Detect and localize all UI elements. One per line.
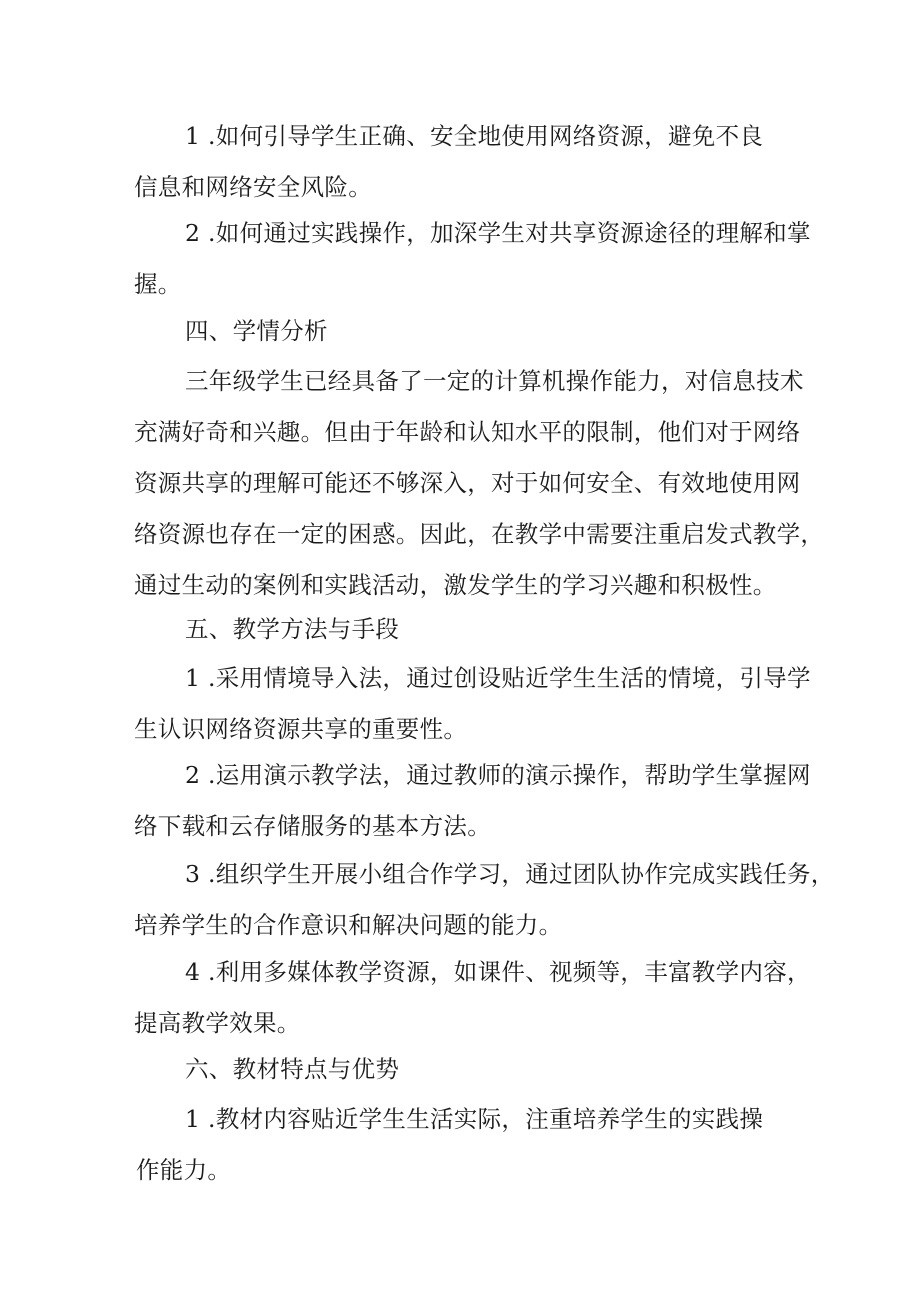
paragraph-method-1 [134,653,811,755]
text-line: 五、教学方法与手段 [185,615,400,643]
text-line: 2 .如何通过实践操作，加深学生对共享资源途径的理解和掌 [185,219,811,247]
text-line: 提高教学效果。 [134,1009,301,1037]
section-heading-learner-analysis [134,306,804,357]
text-line: 四、学情分析 [185,317,328,345]
paragraph-challenge-2 [134,208,811,310]
paragraph-method-3 [134,849,835,951]
text-line: 1 .如何引导学生正确、安全地使用网络资源，避免不良 [185,122,764,150]
text-line: 六、教材特点与优势 [185,1055,400,1083]
text-line: 2 .运用演示教学法，通过教师的演示操作，帮助学生掌握网 [185,761,811,789]
paragraph-challenge-1 [134,111,804,213]
text-line: 作能力。 [136,1156,232,1184]
paragraph-feature-1 [134,1094,804,1196]
text-line: 通过生动的案例和实践活动，激发学生的学习兴趣和积极性。 [134,571,777,599]
section-heading-teaching-methods [134,604,804,655]
text-line: 3 .组织学生开展小组合作学习，通过团队协作完成实践任务， [185,860,835,888]
text-line: 握。 [134,270,182,298]
text-line: 培养学生的合作意识和解决问题的能力。 [134,911,563,939]
paragraph-method-4 [134,947,811,1049]
text-line: 充满好奇和兴趣。但由于年龄和认知水平的限制，他们对于网络 [134,418,801,446]
text-line: 络下载和云存储服务的基本方法。 [134,812,491,840]
text-line: 1 .采用情境导入法，通过创设贴近学生生活的情境，引导学 [185,664,811,692]
paragraph-learner-analysis [134,356,825,611]
text-line: 信息和网络安全风险。 [134,173,372,201]
section-heading-textbook-features [134,1044,804,1095]
text-line: 1 .教材内容贴近学生生活实际，注重培养学生的实践操 [185,1105,764,1133]
text-line: 生认识网络资源共享的重要性。 [134,715,468,743]
text-line: 络资源也存在一定的困惑。因此，在教学中需要注重启发式教学， [134,520,825,548]
text-line: 资源共享的理解可能还不够深入，对于如何安全、有效地使用网 [134,469,801,497]
text-line: 4 .利用多媒体教学资源，如课件、视频等，丰富教学内容， [185,958,811,986]
text-line: 三年级学生已经具备了一定的计算机操作能力，对信息技术 [185,367,804,395]
paragraph-method-2 [134,750,811,852]
